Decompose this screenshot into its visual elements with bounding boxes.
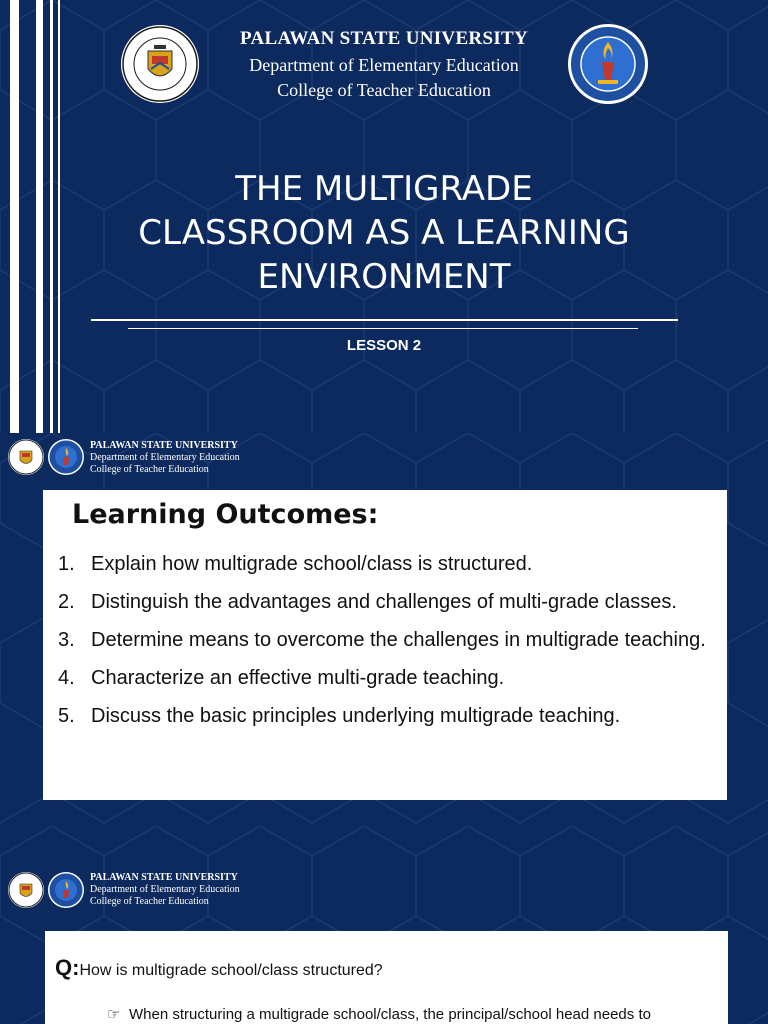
university-name: PALAWAN STATE UNIVERSITY xyxy=(90,440,238,451)
section-heading: Learning Outcomes: xyxy=(72,499,379,530)
outcomes-card xyxy=(43,490,727,800)
pointing-hand-icon: ☞ xyxy=(107,1006,121,1023)
title-line: CLASSROOM AS A LEARNING xyxy=(138,213,630,253)
department-name: Department of Elementary Education xyxy=(249,55,519,75)
left-stripe xyxy=(50,0,53,433)
item-text: Distinguish the advantages and challenges of multi-grade classes. xyxy=(91,591,677,613)
university-seal-icon xyxy=(121,25,199,103)
university-seal-icon xyxy=(8,439,44,475)
left-stripe xyxy=(36,0,43,433)
question-slide xyxy=(0,826,768,1024)
college-name: College of Teacher Education xyxy=(90,464,209,475)
item-number: 1. xyxy=(58,553,75,575)
list-item xyxy=(58,664,718,692)
department-name: Department of Elementary Education xyxy=(90,452,240,463)
college-name: College of Teacher Education xyxy=(277,80,491,100)
item-text: Characterize an effective multi-grade teaching. xyxy=(91,667,505,689)
item-text: Explain how multigrade school/class is structured. xyxy=(91,553,533,575)
list-item xyxy=(58,702,718,730)
bullet-text: When structuring a multigrade school/class, the principal/school head needs to xyxy=(129,1006,651,1023)
item-text: Discuss the basic principles underlying multigrade teaching. xyxy=(91,705,621,727)
university-name: PALAWAN STATE UNIVERSITY xyxy=(239,28,529,49)
learning-outcomes-slide xyxy=(0,433,768,826)
outcomes-list xyxy=(58,550,718,740)
college-seal-icon xyxy=(568,24,648,104)
item-number: 2. xyxy=(58,591,75,613)
department-name: Department of Elementary Education xyxy=(90,884,240,895)
left-stripe xyxy=(10,0,19,433)
title-block xyxy=(90,167,678,299)
title-line: THE MULTIGRADE xyxy=(235,169,533,209)
university-name: PALAWAN STATE UNIVERSITY xyxy=(90,872,238,883)
college-seal-icon xyxy=(48,872,84,908)
university-seal-icon xyxy=(8,872,44,908)
item-number: 5. xyxy=(58,705,75,727)
item-number: 4. xyxy=(58,667,75,689)
title-slide xyxy=(0,0,768,433)
question-label: Q: xyxy=(55,955,80,980)
list-item xyxy=(58,550,718,578)
question-text: How is multigrade school/class structured? xyxy=(79,962,383,979)
question-card xyxy=(45,931,728,1024)
question-line xyxy=(55,955,383,981)
item-text: Determine means to overcome the challenges in multigrade teaching. xyxy=(91,629,706,651)
title-line: ENVIRONMENT xyxy=(257,257,511,297)
lesson-label: LESSON 2 xyxy=(346,337,422,354)
item-number: 3. xyxy=(58,629,75,651)
left-stripe xyxy=(58,0,60,433)
title-divider xyxy=(91,319,678,321)
list-item xyxy=(58,588,718,616)
title-divider xyxy=(128,328,638,329)
college-name: College of Teacher Education xyxy=(90,896,209,907)
bullet-line xyxy=(107,1005,651,1023)
list-item xyxy=(58,626,718,654)
college-seal-icon xyxy=(48,439,84,475)
